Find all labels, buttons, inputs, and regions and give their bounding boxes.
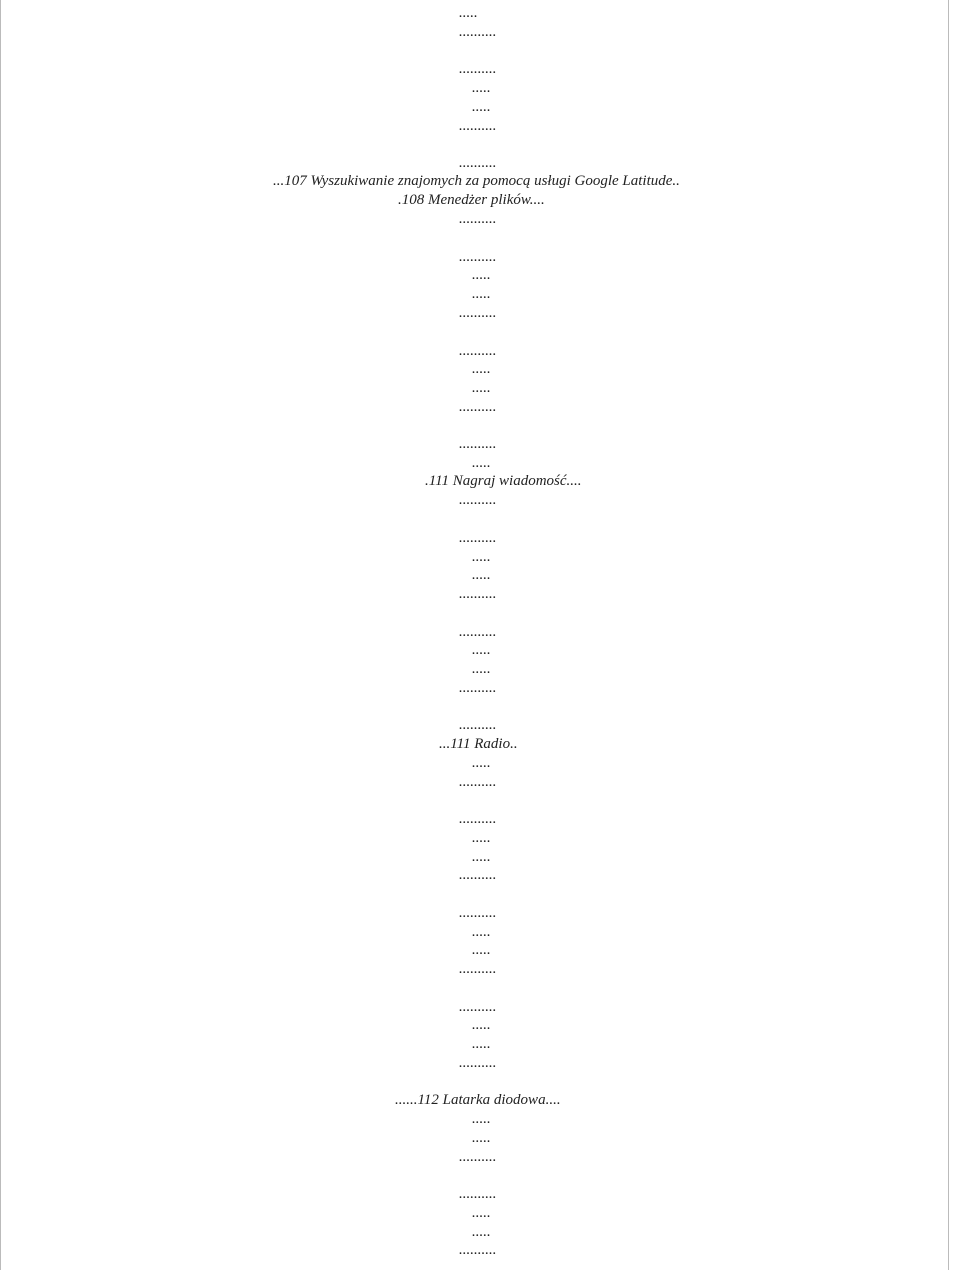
toc-line: .......... [459,305,497,321]
toc-line-entry: ......112 Latarka diodowa.... [395,1092,561,1108]
toc-line: ..... [472,99,491,115]
toc-line: .......... [459,586,497,602]
toc-line: ..... [472,849,491,865]
toc-line: ..... [472,455,491,471]
toc-line: .......... [459,1055,497,1071]
toc-line: ..... [472,1224,491,1240]
toc-line: ..... [472,755,491,771]
toc-line: ..... [472,1036,491,1052]
toc-line: ..... [472,380,491,396]
toc-line: ..... [472,1130,491,1146]
toc-line: .......... [459,624,497,640]
toc-line: .......... [459,1149,497,1165]
toc-line: ..... [472,661,491,677]
toc-line: .......... [459,118,497,134]
toc-line: .......... [459,61,497,77]
toc-line: .......... [459,1186,497,1202]
toc-line: ..... [472,942,491,958]
toc-line: .......... [459,680,497,696]
toc-line: .......... [459,717,497,733]
toc-line: .......... [459,905,497,921]
toc-line: .......... [459,249,497,265]
toc-line: .......... [459,530,497,546]
toc-line-entry: ...107 Wyszukiwanie znajomych za pomocą usługi Google Latitude.. [273,173,680,189]
toc-line: ..... [459,5,478,21]
toc-line: .......... [459,492,497,508]
toc-line: ..... [472,1205,491,1221]
toc-line: .......... [459,155,497,171]
toc-line: ..... [472,830,491,846]
toc-line: ..... [472,361,491,377]
toc-line: .......... [459,24,497,40]
toc-line-entry: ...111 Radio.. [439,736,518,752]
toc-line: .......... [459,811,497,827]
toc-line-entry: .108 Menedżer plików.... [398,192,545,208]
toc-line: ..... [472,642,491,658]
toc-line: ..... [472,286,491,302]
toc-line: .......... [459,1242,497,1258]
toc-line: ..... [472,267,491,283]
toc-line: ..... [472,924,491,940]
toc-line: .......... [459,867,497,883]
toc-line: ..... [472,1111,491,1127]
toc-line: .......... [459,999,497,1015]
toc-line: ..... [472,549,491,565]
toc-line: .......... [459,343,497,359]
toc-line: .......... [459,436,497,452]
toc-line-entry: .111 Nagraj wiadomość.... [425,473,582,489]
toc-line: ..... [472,567,491,583]
toc-line: ..... [472,80,491,96]
toc-line: ..... [472,1017,491,1033]
toc-line: .......... [459,399,497,415]
toc-line: .......... [459,961,497,977]
toc-line: .......... [459,774,497,790]
toc-line: .......... [459,211,497,227]
